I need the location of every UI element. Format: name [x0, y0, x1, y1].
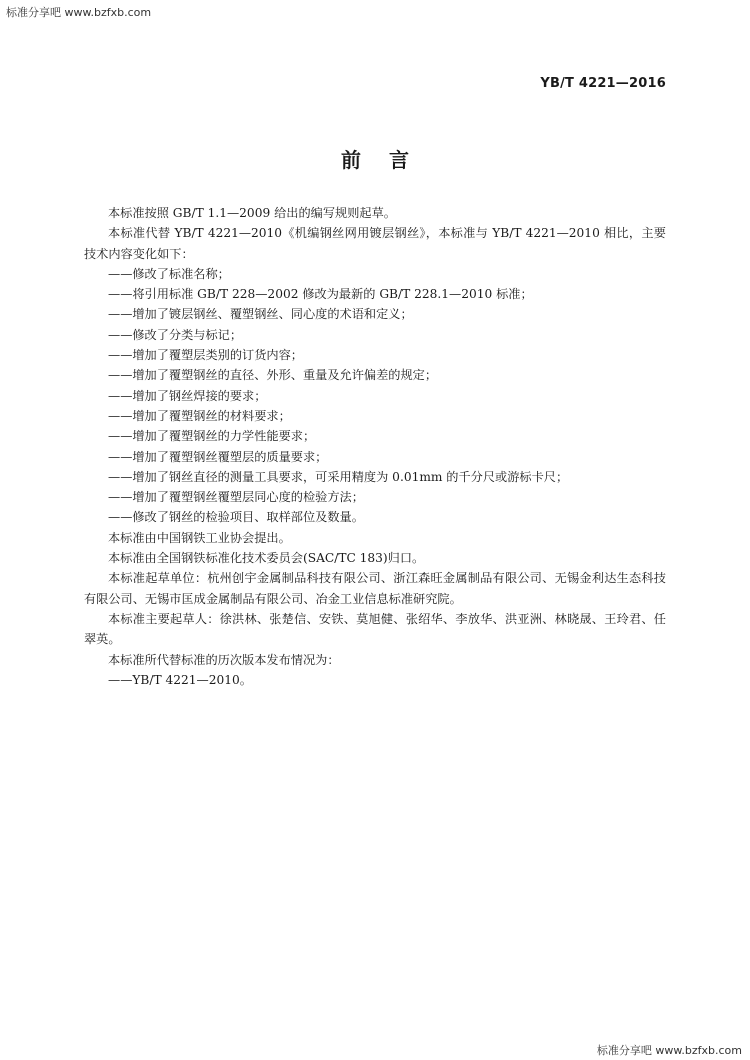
paragraph-drafting-rules: 本标准按照 GB/T 1.1—2009 给出的编写规则起草。 — [108, 206, 396, 220]
list-item: ——修改了标准名称； — [108, 266, 230, 281]
list-item: ——增加了覆塑钢丝的直径、外形、重量及允许偏差的规定； — [108, 368, 438, 383]
list-item: ——增加了覆塑层类别的订货内容； — [108, 348, 303, 363]
watermark-bottom: 标准分享吧 www.bzfxb.com — [596, 1044, 742, 1057]
document-body — [84, 203, 666, 690]
list-item: ——增加了覆塑钢丝的材料要求； — [108, 408, 291, 423]
list-item: ——增加了覆塑钢丝覆塑层的质量要求； — [108, 449, 328, 464]
list-item: ——修改了分类与标记； — [108, 327, 243, 342]
paragraph-history: 本标准所代替标准的历次版本发布情况为： — [108, 652, 340, 667]
list-item: ——增加了覆塑钢丝的力学性能要求； — [108, 429, 316, 444]
watermark-top: 标准分享吧 www.bzfxb.com — [6, 6, 152, 19]
list-item: ——增加了镀层钢丝、覆塑钢丝、同心度的术语和定义； — [108, 307, 413, 322]
list-item: ——增加了覆塑钢丝覆塑层同心度的检验方法； — [108, 490, 364, 505]
paragraph-drafting-units: 本标准起草单位：杭州创宇金属制品科技有限公司、浙江森旺金属制品有限公司、无锡金利达生态科技有限公司、无锡市匡成金属制品有限公司、冶金工业信息标准研究院。 — [84, 571, 666, 606]
list-item: ——增加了钢丝直径的测量工具要求，可采用精度为 0.01mm 的千分尺或游标卡尺； — [108, 469, 569, 484]
list-item: ——修改了钢丝的检验项目、取样部位及数量。 — [108, 510, 364, 525]
paragraph-committee: 本标准由全国钢铁标准化技术委员会(SAC/TC 183)归口。 — [108, 551, 425, 566]
paragraph-proposer: 本标准由中国钢铁工业协会提出。 — [108, 530, 291, 545]
history-item: ——YB/T 4221—2010。 — [108, 672, 252, 687]
list-item: ——增加了钢丝焊接的要求； — [108, 388, 267, 403]
paragraph-drafters: 本标准主要起草人：徐洪林、张楚信、安铁、莫旭健、张绍华、李放华、洪亚洲、林晓晟、王玲君、任翠英。 — [84, 611, 666, 647]
paragraph-replaces: 本标准代替 YB/T 4221—2010《机编钢丝网用镀层钢丝》，本标准与 YB/T 4221—2010 相比，主要技术内容变化如下： — [84, 226, 666, 261]
list-item: ——将引用标准 GB/T 228—2002 修改为最新的 GB/T 228.1—2010 标准； — [108, 287, 533, 302]
page-title: 前言 — [341, 148, 437, 172]
standard-code: YB/T 4221—2016 — [540, 76, 666, 91]
